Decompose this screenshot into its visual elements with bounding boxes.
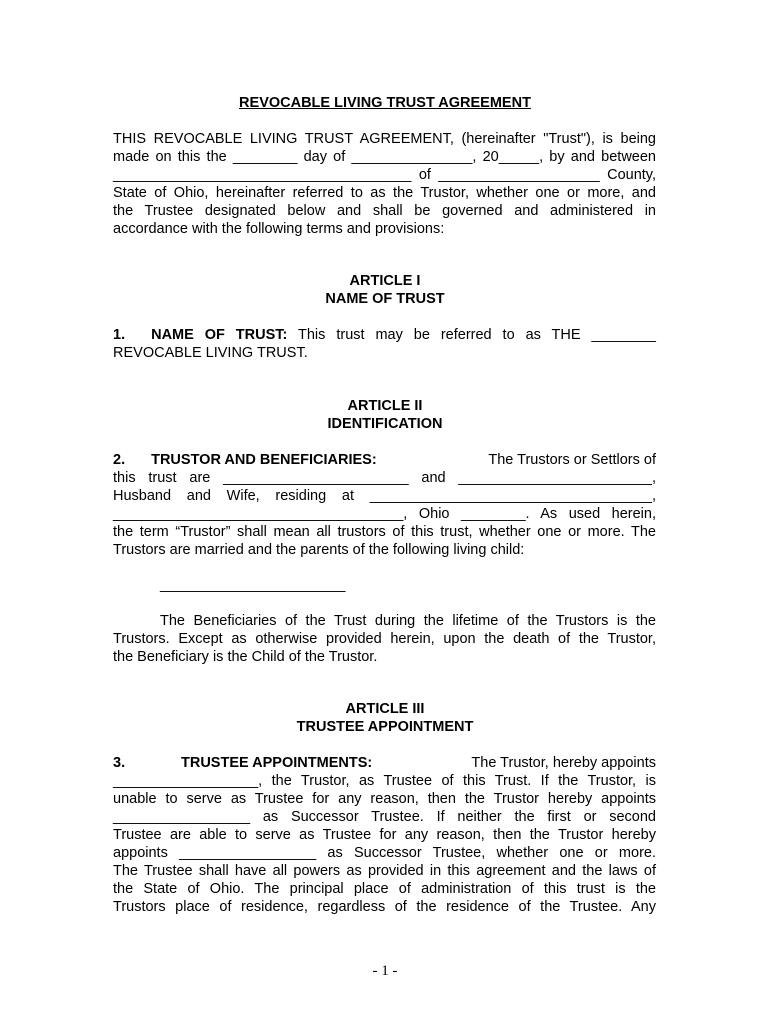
intro-line: made on this the ________ day of _______________, 20_____, by and between: [113, 149, 656, 165]
section-2-line: the term “Trustor” shall mean all trustors of this trust, whether one or more. The: [113, 524, 656, 540]
section-2-title: TRUSTOR AND BENEFICIARIES:: [151, 452, 377, 468]
article-2-title: IDENTIFICATION: [327, 416, 443, 432]
article-1-label: ARTICLE I: [349, 273, 421, 289]
intro-line: _____________________________________ of ____________________ County,: [113, 167, 656, 183]
section-1-line: [113, 326, 656, 344]
article-1-heading: [0, 272, 770, 308]
section-3-title: TRUSTEE APPOINTMENTS:: [181, 755, 373, 771]
section-3-line: [113, 754, 656, 772]
section-2-line: Trustors are married and the parents of the following living child:: [113, 542, 525, 558]
page-number: - 1 -: [372, 963, 398, 979]
section-3-line: Trustors place of residence, regardless of the residence of the Trustee. Any: [113, 899, 656, 915]
article-3-title: TRUSTEE APPOINTMENT: [296, 719, 474, 735]
section-2-line: [113, 451, 656, 469]
section-2-line: this trust are _______________________ and ________________________,: [113, 470, 656, 486]
section-3-line: Trustee are able to serve as Trustee for any reason, then the Trustor hereby: [113, 827, 656, 843]
section-1-paragraph: [113, 326, 656, 362]
article-3-heading: [0, 700, 770, 736]
section-3-line: __________________, the Trustor, as Trustee of this Trust. If the Trustor, is: [113, 773, 656, 789]
section-2-line: Husband and Wife, residing at ___________________________________,: [113, 488, 656, 504]
beneficiaries-line: The Beneficiaries of the Trust during the lifetime of the Trustors is the: [160, 613, 656, 629]
intro-line: THIS REVOCABLE LIVING TRUST AGREEMENT, (hereinafter "Trust"), is being: [113, 131, 656, 147]
intro-line: State of Ohio, hereinafter referred to as the Trustor, whether one or more, and: [113, 185, 656, 201]
section-1-line: REVOCABLE LIVING TRUST.: [113, 345, 308, 361]
section-2-line: ____________________________________, Ohio ________. As used herein,: [113, 506, 656, 522]
section-3-line: The Trustee shall have all powers as provided in this agreement and the laws of: [113, 863, 656, 879]
intro-line: accordance with the following terms and provisions:: [113, 221, 445, 237]
article-2-label: ARTICLE II: [347, 398, 423, 414]
section-3-number: 3.: [113, 755, 126, 771]
child-name-blank: _______________________: [160, 577, 346, 593]
section-3-paragraph: [113, 754, 656, 916]
section-1-text: This trust may be referred to as THE ________: [287, 327, 657, 343]
section-2-text: The Trustors or Settlors of: [488, 452, 656, 468]
section-3-line: the State of Ohio. The principal place of administration of this trust is the: [113, 881, 656, 897]
section-3-line: _________________ as Successor Trustee. If neither the first or second: [113, 809, 656, 825]
section-2-number: 2.: [113, 452, 126, 468]
document-title: REVOCABLE LIVING TRUST AGREEMENT: [239, 95, 531, 111]
beneficiaries-line: Trustors. Except as otherwise provided herein, upon the death of the Trustor,: [113, 631, 656, 647]
intro-line: the Trustee designated below and shall be governed and administered in: [113, 203, 656, 219]
section-3-text: The Trustor, hereby appoints: [471, 755, 656, 771]
intro-paragraph: [113, 130, 656, 238]
beneficiaries-paragraph: [113, 612, 656, 666]
beneficiaries-line: the Beneficiary is the Child of the Trustor.: [113, 649, 378, 665]
article-3-label: ARTICLE III: [345, 701, 425, 717]
section-3-line: unable to serve as Trustee for any reason, then the Trustor hereby appoints: [113, 791, 656, 807]
section-2-paragraph: [113, 451, 656, 559]
article-1-title: NAME OF TRUST: [325, 291, 445, 307]
article-2-heading: [0, 397, 770, 433]
section-1-title: NAME OF TRUST:: [151, 327, 288, 343]
section-3-line: appoints _________________ as Successor Trustee, whether one or more.: [113, 845, 656, 861]
section-1-number: 1.: [113, 327, 126, 343]
